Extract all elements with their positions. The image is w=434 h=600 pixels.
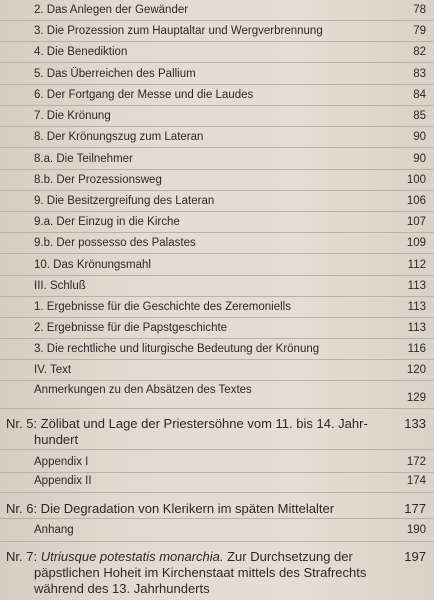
toc-chapter-title [6,549,353,564]
toc-entry-page: 83 [413,68,426,80]
toc-entry-page: 190 [406,524,426,536]
toc-entry-title: Anhang [34,524,74,536]
toc-entry-page: 84 [413,89,426,101]
divider [0,380,434,381]
toc-chapter-title: Nr. 6: Die Degradation von Klerikern im späten Mittelalter [6,501,335,516]
divider [0,317,434,318]
toc-chapter-page: 133 [404,416,426,431]
toc-entry-page: 112 [407,259,426,271]
divider [0,169,434,170]
toc-entry-title: 8. Der Krönungszug zum Lateran [34,131,204,143]
toc-entry-title: 3. Die rechtliche und liturgische Bedeutung der Krönung [34,343,320,355]
toc-chapter-number: Nr. 7: [6,549,41,564]
toc-entry-title: 8.a. Die Teilnehmer [34,153,133,165]
toc-entry-title: 6. Der Fortgang der Messe und die Laudes [34,89,254,101]
toc-entry-title: 9.b. Der possesso des Palastes [34,237,196,249]
divider [0,211,434,212]
divider [0,147,434,148]
divider [0,41,434,42]
toc-chapter-title-italic: Utriusque potestatis monarchia. [40,549,224,564]
toc-entry-title: 3. Die Prozession zum Hauptaltar und Wergverbrennung [34,25,323,37]
toc-entry-page: 113 [407,322,426,334]
toc-entry-page: 82 [413,46,426,58]
toc-entry-title: 1. Ergebnisse für die Geschichte des Zeremoniells [34,301,291,313]
toc-entry-title: III. Schluß [34,280,86,292]
toc-entry-title: 5. Das Überreichen des Pallium [34,68,196,80]
divider [0,253,434,254]
toc-entry-title: Appendix II [34,475,92,487]
divider [0,449,434,450]
toc-entry-title: 10. Das Krönungsmahl [34,259,151,271]
toc-entry-page: 85 [413,110,426,122]
toc-entry-page: 129 [406,392,426,404]
toc-entry-page: 116 [407,343,426,355]
toc-entry-page: 107 [406,216,426,228]
toc-entry-title: 2. Das Anlegen der Gewänder [34,4,189,16]
toc-entry-page: 113 [407,301,426,313]
toc-chapter-page: 177 [404,501,426,516]
toc-entry-title: Anmerkungen zu den Absätzen des Textes [34,384,252,396]
divider [0,84,434,85]
toc-entry-page: 79 [413,25,426,37]
toc-entry-title: 8.b. Der Prozessionsweg [34,174,162,186]
divider [0,190,434,191]
toc-entry-title: IV. Text [34,364,72,376]
toc-entry-page: 78 [413,4,426,16]
divider [0,105,434,106]
divider [0,20,434,21]
toc-entry-page: 106 [406,195,426,207]
toc-entry-page: 109 [406,237,426,249]
toc-entry-title: 2. Ergebnisse für die Papstgeschichte [34,322,228,334]
toc-chapter-title: Nr. 5: Zölibat und Lage der Priestersöhne vom 11. bis 14. Jahr- [6,416,368,431]
divider [0,338,434,339]
divider [0,275,434,276]
toc-chapter-title-cont: während des 13. Jahrhunderts [34,581,210,596]
divider [0,232,434,233]
divider [0,62,434,63]
toc-entry-page: 174 [406,475,426,487]
toc-entry-page: 172 [406,456,426,468]
divider [0,408,434,409]
toc-entry-page: 100 [406,174,426,186]
divider [0,359,434,360]
toc-chapter-title-cont: päpstlichen Hoheit im Kirchenstaat mittels des Strafrechts [34,565,367,580]
toc-chapter-page: 197 [404,549,426,564]
toc-chapter-title-rest: Zur Durchsetzung der [223,549,353,564]
divider [0,126,434,127]
divider [0,518,434,519]
divider [0,492,434,493]
toc-entry-page: 90 [413,131,426,143]
toc-entry-title: 9.a. Der Einzug in die Kirche [34,216,180,228]
toc-entry-title: 4. Die Benediktion [34,46,128,58]
toc-entry-title: Appendix I [34,456,89,468]
toc-chapter-title-cont: hundert [34,432,79,447]
toc-entry-title: 7. Die Krönung [34,110,111,122]
divider [0,541,434,542]
toc-entry-page: 120 [406,364,426,376]
toc-entry-page: 90 [413,153,426,165]
toc-entry-page: 113 [407,280,426,292]
divider [0,296,434,297]
divider [0,472,434,473]
toc-entry-title: 9. Die Besitzergreifung des Lateran [34,195,215,207]
